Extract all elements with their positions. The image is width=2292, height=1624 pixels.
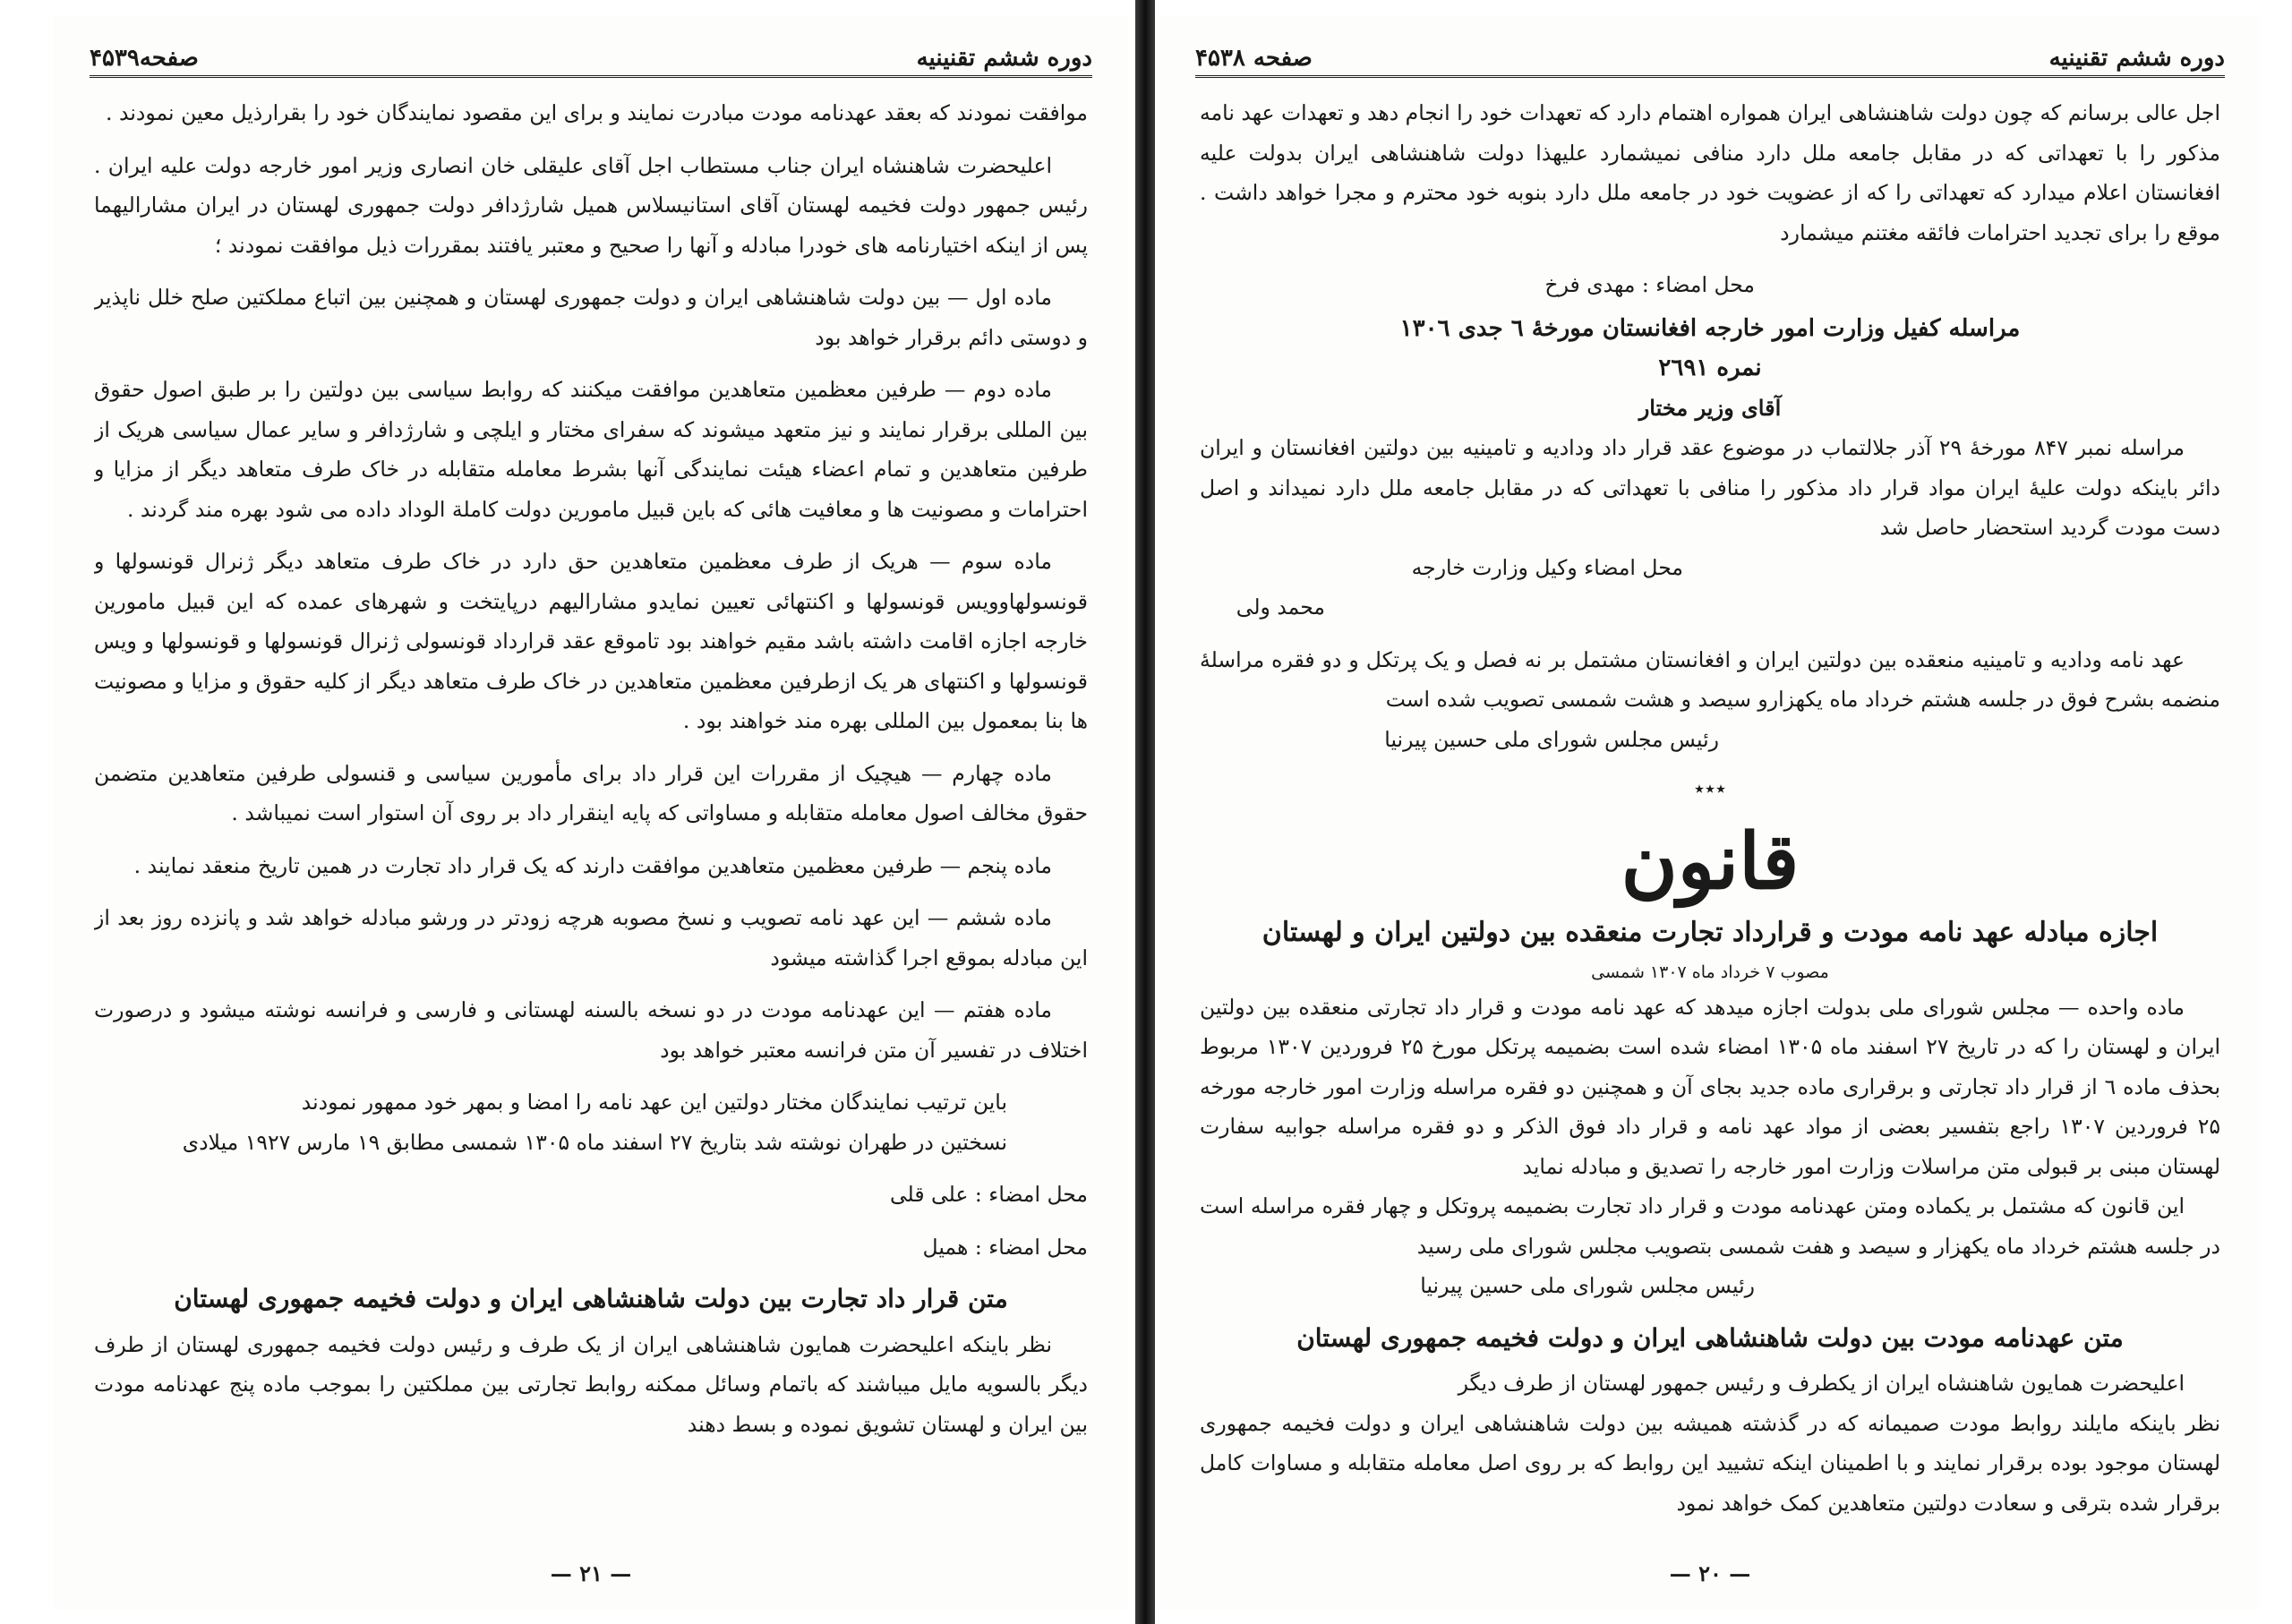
book-spine xyxy=(1135,0,1155,1624)
article-3: ماده سوم — هریک از طرف معظمین متعاهدین حق دارد در خاک طرف متعاهد دیگر ژنرال قونسولها و قونسولهاوویس قونسولها و اکنتهائی تعیین نمایدو مشارالیهم درپایتخت و شهرهای عمده که این قبیل مامورین خارجه اجازه اقامت داشته باشد مقیم خواهند بود تاموقع عقد قرارداد قونسولی ژنرال قونسولها و قونسولها و ویس قونسولها و اکنتهای هر یک ازطرفین معظمین متعاهدین در خاک طرف متعاهد دیگر از کلیه حقوق و مزایا و مصونیت ها بنا بمعمول بین المللی بهره مند خواهند بود . xyxy=(94,549,1088,733)
afghan-letter-body: مراسله نمبر ۸۴۷ مورخهٔ ۲۹ آذر جلالتماب در موضوع عقد قرار داد ودادیه و تامینیه بین دولتین افغانستان و ایران دائر باینکه دولت علیهٔ ایران مواد قرار داد مذکور را منافی با تعهداتی که در مقابل جامعه ملل دارد نمیداند و اصل دست مودت گردید استحضار حاصل شد xyxy=(1200,435,2220,540)
commerce-agreement-title: متن قرار داد تجارت بین دولت شاهنشاهی ایران و دولت فخیمه جمهوری لهستان xyxy=(174,1284,1008,1313)
law-single-article: ماده واحده — مجلس شورای ملی بدولت اجازه میدهد که عهد نامه مودت و قرار داد تجارتی منعقده بین دولتین ایران و لهستان را که در تاریخ ۲۷ اسفند ماه ۱۳۰۵ امضاء شده است بضمیمه پرتکل مورخ ۲۵ فروردین ۱۳۰۷ مربوط بحذف ماده ٦ از قرار داد تجارتی و برقراری ماده جدید بجای آن و همچنین دو فقره مراسله وزارت امور خارجه مورخه ۲۵ فروردین ۱۳۰۷ راجع بتفسیر بعضی از مواد عهد نامه و قرار داد فوق الذکر و دو فقره مراسله جوابیه سفارت لهستان مبنی بر قبولی متن مراسلات وزارت امور خارجه را تصدیق و مبادله نماید xyxy=(1200,994,2220,1179)
right-page-body xyxy=(1200,93,2220,1538)
article-2: ماده دوم — طرفین معظمین متعاهدین موافقت میکنند که روابط سیاسی بین دولتین را بر طبق اصول حقوق بین المللی برقرار نمایند و نیز متعهد میشوند که سفرای مختار و ایلچی و شارژدافر و سایر عمال سیاسی هریک از طرفین متعاهدین و تمام اعضاء هیئت نمایندگی آنها بشرط معامله متقابله در خاک طرف متعاهد دیگر از مزایا و احترامات و مصونیت ها و معافیت هائی که باین قبیل مامورین دولت کاملة الوداد داده می شود بهره مند گردند . xyxy=(94,377,1088,522)
closing-line-2: نسختین در طهران نوشته شد بتاریخ ۲۷ اسفند ماه ۱۳۰۵ شمسی مطابق ۱۹ مارس ۱۹۲۷ میلادی xyxy=(182,1129,1007,1155)
afghan-treaty-president-signature: رئیس مجلس شورای ملی حسین پیرنیا xyxy=(1384,726,1719,752)
friendship-treaty-title: متن عهدنامه مودت بین دولت شاهنشاهی ایران و دولت فخیمه جمهوری لهستان xyxy=(1296,1322,2124,1353)
afghan-letter-number: نمره ۲٦۹۱ xyxy=(1658,355,1762,381)
law-closing: این قانون که مشتمل بر یکماده ومتن عهدنامه مودت و قرار داد تجارت بضمیمه پروتکل و چهار فقره مراسله است در جلسه هشتم خرداد ماه یکهزار و سیصد و هفت شمسی بتصویب مجلس شورای ملی رسید xyxy=(1200,1193,2220,1259)
afghan-letter-signature-name: محمد ولی xyxy=(1236,594,1325,620)
right-page xyxy=(1159,16,2261,1610)
article-7: ماده هفتم — این عهدنامه مودت در دو نسخه بالسنه لهستانی و فارسی و فرانسه نوشته میشود و درصورت اختلاف در تفسیر آن متن فرانسه معتبر خواهد بود xyxy=(94,997,1088,1063)
right-header-page-number: صفحه ۴۵۳۸ xyxy=(1195,45,1313,72)
afghan-treaty-approval: عهد نامه ودادیه و تامینیه منعقده بین دولتین ایران و افغانستان مشتمل بر نه فصل و یک پرتکل و دو فقره مراسلهٔ منضمه بشرح فوق در جلسه هشتم خرداد ماه یکهزارو سیصد و هشت شمسی تصویب شده است xyxy=(1200,646,2220,712)
section-separator-stars: ٭٭٭ xyxy=(1694,778,1726,800)
closing-line-1: باین ترتیب نمایندگان مختار دولتین این عهد نامه را امضا و بمهر خود ممهور نمودند xyxy=(301,1090,1007,1115)
article-1: ماده اول — بین دولت شاهنشاهی ایران و دولت جمهوری لهستان و همچنین بین اتباع مملکتین صلح خلل ناپذیر و دوستی دائم برقرار خواهد بود xyxy=(94,285,1088,350)
left-header-session: دوره ششم تقنینیه xyxy=(916,45,1092,72)
right-page-footer-number: — ۲۰ — xyxy=(1669,1560,1751,1586)
article-6: ماده ششم — این عهد نامه تصویب و نسخ مصوبه هرچه زودتر در ورشو مبادله خواهد شد و پانزده روز بعد از این مبادله بموقع اجرا گذاشته میشود xyxy=(94,905,1088,970)
left-page-header xyxy=(90,32,1092,78)
signature-mehdi-farrokh: محل امضاء : مهدی فرخ xyxy=(1544,272,1755,297)
left-paragraph-2: اعلیحضرت شاهنشاه ایران جناب مستطاب اجل آقای علیقلی خان انصاری وزیر امور خارجه دولت علیه ایران . رئیس جمهور دولت فخیمه لهستان آقای استانیسلاس همیل شارژدافر دولت جمهوری لهستان در ایران مشارالیهما پس از اینکه اختیارنامه های خودرا مبادله و آنها را صحیح و معتبر یافتند بمقررات ذیل موافقت نمودند ؛ xyxy=(94,152,1088,258)
left-page-body xyxy=(94,93,1088,1538)
article-4: ماده چهارم — هیچیک از مقررات این قرار داد برای مأمورین سیاسی و قنسولی طرفین متعاهدین متضمن حقوق مخالف اصول معامله متقابله و مساواتی که پایه اینقرار داد بر روی آن استوار است نمیباشد . xyxy=(94,760,1088,825)
law-title: قانون xyxy=(1621,816,1800,907)
afghan-letter-signature: محل امضاء وکیل وزارت خارجه xyxy=(1411,554,1683,580)
right-page-header xyxy=(1195,32,2225,78)
commerce-agreement-preamble: نظر باینکه اعلیحضرت همایون شاهنشاهی ایران از یک طرف و رئیس دولت فخیمه جمهوری لهستان از طرف دیگر بالسویه مایل میباشند که باتمام وسائل ممکنه روابط تجارتی بین مملکتین را بموجب ماده پنج عهدنامه مودت بین ایران و لهستان تشویق نموده و بسط دهند xyxy=(94,1331,1088,1437)
right-header-session: دوره ششم تقنینیه xyxy=(2048,45,2225,72)
afghan-letter-salutation: آقای وزیر مختار xyxy=(1638,394,1782,421)
left-paragraph-1: موافقت نمودند که بعقد عهدنامه مودت مبادرت نمایند و برای این مقصود نمایندگان خود را بقرارذیل معین نمودند . xyxy=(106,100,1088,125)
law-subtitle: اجازه مبادله عهد نامه مودت و قرارداد تجارت منعقده بین دولتین ایران و لهستان xyxy=(1261,917,2159,948)
left-page-footer-number: — ۲۱ — xyxy=(550,1560,632,1586)
friendship-treaty-parties: اعلیحضرت همایون شاهنشاه ایران از یکطرف و رئیس جمهور لهستان از طرف دیگر xyxy=(1458,1371,2185,1396)
right-intro-paragraph: اجل عالی برسانم که چون دولت شاهنشاهی ایران همواره اهتمام دارد که تعهدات خود را انجام دهد و تعهدات عهد نامه مذکور را با تعهداتی که در مقابل جامعه ملل دارد منافی نمیشمارد علیهذا دولت شاهنشاهی ایران بدولت علیه افغانستان اعلام میدارد که تعهداتی را که از عضویت خود در جامعه ملل دارد بنوبه خود محترم و مجرا خواهد داشت . موقع را برای تجدید احترامات فائقه مغتنم میشمارد xyxy=(1200,100,2220,245)
signature-ali-qoli: محل امضاء : علی قلی xyxy=(889,1182,1088,1207)
signature-hemil: محل امضاء : همیل xyxy=(922,1234,1088,1260)
article-5: ماده پنجم — طرفین معظمین متعاهدین موافقت دارند که یک قرار داد تجارت در همین تاریخ منعقد نمایند . xyxy=(133,852,1052,878)
afghan-letter-heading: مراسله کفیل وزارت امور خارجه افغانستان مورخهٔ ٦ جدی ۱۳۰٦ xyxy=(1399,314,2021,342)
left-page xyxy=(54,16,1128,1610)
left-header-page-number: صفحه۴۵۳۹ xyxy=(90,45,199,72)
law-approval-date: مصوب ۷ خرداد ماه ۱۳۰۷ شمسی xyxy=(1591,962,1829,982)
friendship-treaty-preamble: نظر باینکه مایلند روابط مودت صمیمانه که در گذشته همیشه بین دولت شاهنشاهی ایران و دولت فخیمه جمهوری لهستان موجود بوده برقرار نمایند و با اطمینان اینکه تشیید این روابط که بر روی اصل معامله متقابله و مساوات کامل برقرار شده بترقی و سعادت دولتین متعاهدین کمک خواهد نمود xyxy=(1200,1410,2220,1516)
law-president-signature: رئیس مجلس شورای ملی حسین پیرنیا xyxy=(1420,1273,1755,1298)
